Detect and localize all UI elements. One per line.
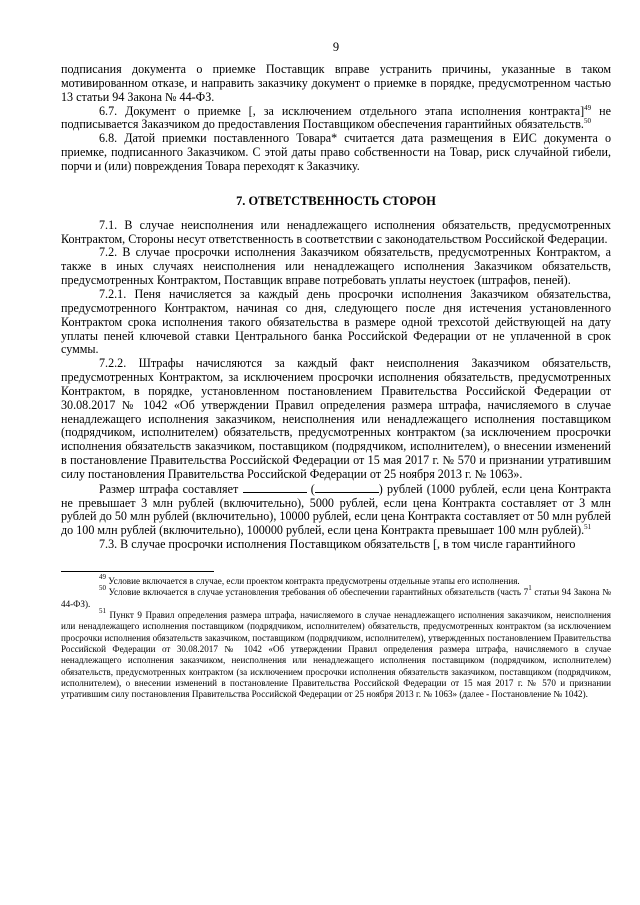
section-7-heading: 7. ОТВЕТСТВЕННОСТЬ СТОРОН: [236, 193, 436, 208]
footnote-50: [61, 584, 611, 610]
page-number: 9: [332, 40, 340, 54]
footnote-50-text: Условие включается в случае установления требования об обеспечении гарантийных обязательств (часть 7: [106, 587, 529, 598]
paragraph-7-1: 7.1. В случае неисполнения или ненадлежащего исполнения обязательств, предусмотренных Контрактом, Стороны несут ответственность в соответствии с законодательством Российской Федерации.: [61, 217, 611, 246]
fine-text-b: (: [306, 481, 315, 496]
fine-amount-blank[interactable]: [243, 482, 307, 493]
footnote-ref-50[interactable]: 50: [583, 117, 591, 126]
footnote-49-number: 49: [99, 573, 106, 581]
paragraph-7-2: 7.2. В случае просрочки исполнения Заказчиком обязательств, предусмотренных Контрактом, а также в иных случаях неисполнения или ненадлежащего исполнения Заказчиком обязательств, предусмотренных Контрактом, Поставщик вправе потребовать уплаты неустоек (штрафов, пеней).: [61, 245, 611, 288]
paragraph-6-8: 6.8. Датой приемки поставленного Товара* считается дата размещения в ЕИС документа о приемке, подписанного Заказчиком. С этой даты право собственности на Товар, риск случайной гибели, порчи и (или) повреждения Товара переходят к Заказчику.: [61, 131, 611, 173]
footnote-51-text: Пункт 9 Правил определения размера штрафа, начисляемого в случае ненадлежащего исполнения заказчиком, неисполнения или ненадлежащего исполнения поставщиком (подрядчиком, исполнителем) обязательств, предусмотренных контрактом (за исключением просрочки исполнения обязательств заказчиком, поставщиком (подрядчиком, исполнителем), утвержденных постановлением Правительства Российской Федерации от 30.08.2017 № 1042 «Об утверждении Правил определения размера штрафа, начисляемого в случае ненадлежащего исполнения заказчиком, неисполнения или ненадлежащего исполнения поставщиком (подрядчиком, исполнителем) обязательств, предусмотренных контрактом (за исключением просрочки исполнения обязательств заказчиком, поставщиком (подрядчиком, исполнителем), о внесении изменений в постановление Правительства Российской Федерации от 15 мая 2017 г. № 570 и признании утратившим силу постановления Правительства Российской Федерации от 25 ноября 2013 г. № 1063» (далее - Постановление № 1042).: [61, 610, 611, 700]
footnote-51-number: 51: [99, 607, 106, 616]
footnote-ref-51[interactable]: 51: [584, 523, 592, 532]
footnote-49-text: Условие включается в случае, если проектом контракта предусмотрены отдельные этапы его исполнения.: [106, 576, 520, 586]
paragraph-continuation: подписания документа о приемке Поставщик вправе устранить причины, указанные в таком мотивированном отказе, и направить заказчику документ о приемке в порядке, предусмотренном частью 13 статьи 94 Закона № 44-ФЗ.: [61, 62, 611, 104]
footnote-50-number: 50: [99, 584, 106, 593]
paragraph-fine-amount: [61, 482, 611, 538]
footnote-divider: [61, 571, 214, 572]
fine-text-a: Размер штрафа составляет: [99, 481, 243, 496]
paragraph-6-7: [61, 105, 611, 133]
fine-text-c: ) рублей (1000 рублей, если цена Контракта не превышает 3 млн рублей (включительно), 5000 рублей, если цена Контракта составляет от 3 млн рублей до 50 млн рублей (включительно), 10000 рублей, если цена Контракта составляет от 50 млн рублей до 100 млн рублей (включительно), 100000 рублей, если цена Контракта превышает 100 млн рублей).: [61, 481, 611, 538]
fine-amount-words-blank[interactable]: [315, 482, 379, 493]
paragraph-6-7-text-a: 6.7. Документ о приемке [, за исключением отдельного этапа исполнения контракта]: [99, 103, 585, 118]
footnote-ref-49[interactable]: 49: [584, 103, 592, 112]
footnote-51: [61, 607, 611, 701]
paragraph-7-3: 7.3. В случае просрочки исполнения Поставщиком обязательств [, в том числе гарантийного: [99, 537, 576, 552]
paragraph-7-2-2: 7.2.2. Штрафы начисляются за каждый факт неисполнения Заказчиком обязательств, предусмотренных Контрактом, за исключением просрочки исполнения обязательств, предусмотренных Контрактом, в порядке, установленном постановлением Правительства Российской Федерации от 30.08.2017 № 1042 «Об утверждении Правил определения размера штрафа, начисляемого в случае ненадлежащего исполнения заказчиком, неисполнения или ненадлежащего исполнения поставщиком (подрядчиком, исполнителем) обязательств, предусмотренных контрактом (за исключением просрочки исполнения обязательств заказчиком, поставщиком (подрядчиком, исполнителем), о внесении изменений в постановление Правительства Российской Федерации от 15 мая 2017 г. № 570 и признании утратившим силу постановления Правительства Российской Федерации от 25 ноября 2013 г. № 1063».: [61, 356, 611, 481]
footnote-50-superscript: 1: [528, 584, 532, 593]
footnote-50-text-2: статьи 94 Закона № 44-ФЗ).: [61, 587, 611, 609]
paragraph-7-2-1: 7.2.1. Пеня начисляется за каждый день просрочки исполнения Заказчиком обязательства, предусмотренного Контрактом, начиная со дня, следующего после дня истечения установленного Контрактом срока исполнения такого обязательства в размере одной трехсотой действующей на дату уплаты пеней ключевой ставки Центрального банка Российской Федерации от не уплаченной в срок суммы.: [61, 286, 611, 357]
paragraph-6-7-text-b: не подписывается Заказчиком до предоставления Поставщиком обеспечения гарантийных обязательств.: [61, 103, 611, 132]
